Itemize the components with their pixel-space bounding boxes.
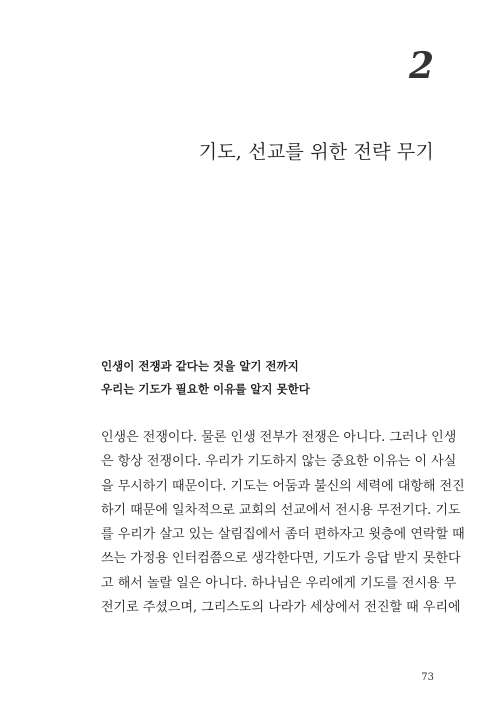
body-line: 고 해서 놀랄 일은 아니다. 하나님은 우리에게 기도를 전시용 무 bbox=[101, 575, 457, 591]
chapter-number: 2 bbox=[408, 45, 434, 87]
body-line: 을 무시하기 때문이다. 기도는 어둠과 불신의 세력에 대항해 전진 bbox=[101, 478, 465, 494]
body-line: 를 우리가 살고 있는 살림집에서 좀더 편하자고 윗층에 연락할 때 bbox=[101, 527, 465, 543]
epigraph bbox=[101, 355, 310, 401]
body-line: 인생은 전쟁이다. 물론 인생 전부가 전쟁은 아니다. 그러나 인생 bbox=[101, 430, 457, 445]
chapter-title: 기도, 선교를 위한 전략 무기 bbox=[198, 141, 434, 163]
body-line: 은 항상 전쟁이다. 우리가 기도하지 않는 중요한 이유는 이 사실 bbox=[101, 454, 457, 470]
epigraph-line: 우리는 기도가 필요한 이유를 알지 못한다 bbox=[101, 382, 310, 396]
epigraph-line: 인생이 전쟁과 같다는 것을 알기 전까지 bbox=[101, 359, 299, 373]
body-paragraph bbox=[101, 426, 465, 620]
body-line: 하기 때문에 일차적으로 교회의 선교에서 전시용 무전기다. 기도 bbox=[101, 502, 461, 518]
body-line: 전기로 주셨으며, 그리스도의 나라가 세상에서 전진할 때 우리에 bbox=[101, 600, 461, 616]
body-line: 쓰는 가정용 인터컴쯤으로 생각한다면, 기도가 응답 받지 못한다 bbox=[101, 551, 461, 567]
page-number: 73 bbox=[421, 672, 434, 683]
